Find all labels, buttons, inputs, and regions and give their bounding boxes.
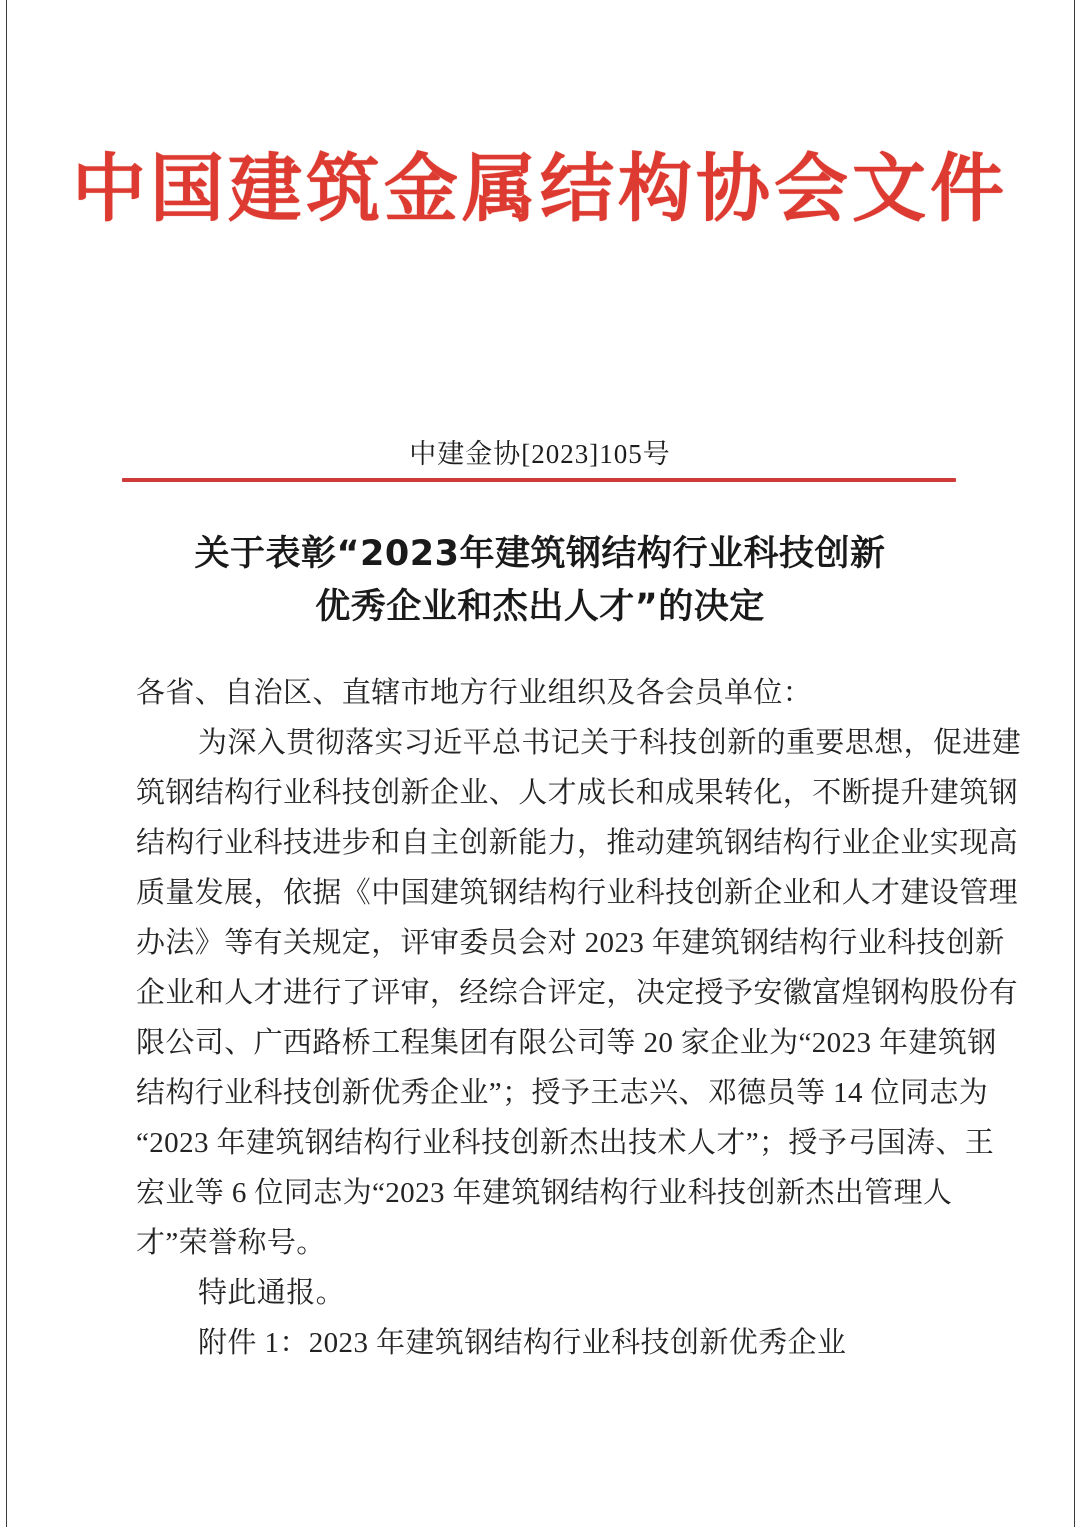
page-border-right	[1074, 0, 1075, 1527]
document-number: 中建金协[2023]105号	[409, 439, 671, 469]
closing-line: 特此通报。	[198, 1277, 346, 1309]
organization-masthead-title: 中国建筑金属结构协会文件	[72, 146, 1008, 232]
body-line: 办法》等有关规定，评审委员会对 2023 年建筑钢结构行业科技创新	[136, 927, 1005, 959]
masthead	[0, 146, 1080, 232]
body-line: 结构行业科技进步和自主创新能力，推动建筑钢结构行业企业实现高	[136, 827, 1019, 859]
body-line: 宏业等 6 位同志为“2023 年建筑钢结构行业科技创新杰出管理人	[136, 1177, 953, 1209]
attachment-line: 附件 1：2023 年建筑钢结构行业科技创新优秀企业	[198, 1327, 847, 1359]
page-title	[120, 528, 960, 634]
salutation-line: 各省、自治区、直辖市地方行业组织及各会员单位：	[136, 677, 813, 709]
red-divider-rule	[122, 478, 956, 482]
body-line: 筑钢结构行业科技创新企业、人才成长和成果转化，不断提升建筑钢	[136, 777, 1019, 809]
page-border-left	[6, 0, 7, 1527]
body-line: 结构行业科技创新优秀企业”；授予王志兴、邓德员等 14 位同志为	[136, 1077, 989, 1109]
body-line: 企业和人才进行了评审，经综合评定，决定授予安徽富煌钢构股份有	[136, 977, 1019, 1009]
body-line: 为深入贯彻落实习近平总书记关于科技创新的重要思想，促进建	[198, 727, 1022, 759]
page-title-line-1: 关于表彰“2023年建筑钢结构行业科技创新	[194, 534, 886, 574]
body-line: 才”荣誉称号。	[136, 1227, 326, 1259]
body-line: 质量发展，依据《中国建筑钢结构行业科技创新企业和人才建设管理	[136, 877, 1019, 909]
document-body	[136, 668, 1022, 1368]
body-line: “2023 年建筑钢结构行业科技创新杰出技术人才”；授予弓国涛、王	[136, 1127, 995, 1159]
page-title-line-2: 优秀企业和杰出人才”的决定	[315, 587, 765, 627]
body-line: 限公司、广西路桥工程集团有限公司等 20 家企业为“2023 年建筑钢	[136, 1027, 997, 1059]
